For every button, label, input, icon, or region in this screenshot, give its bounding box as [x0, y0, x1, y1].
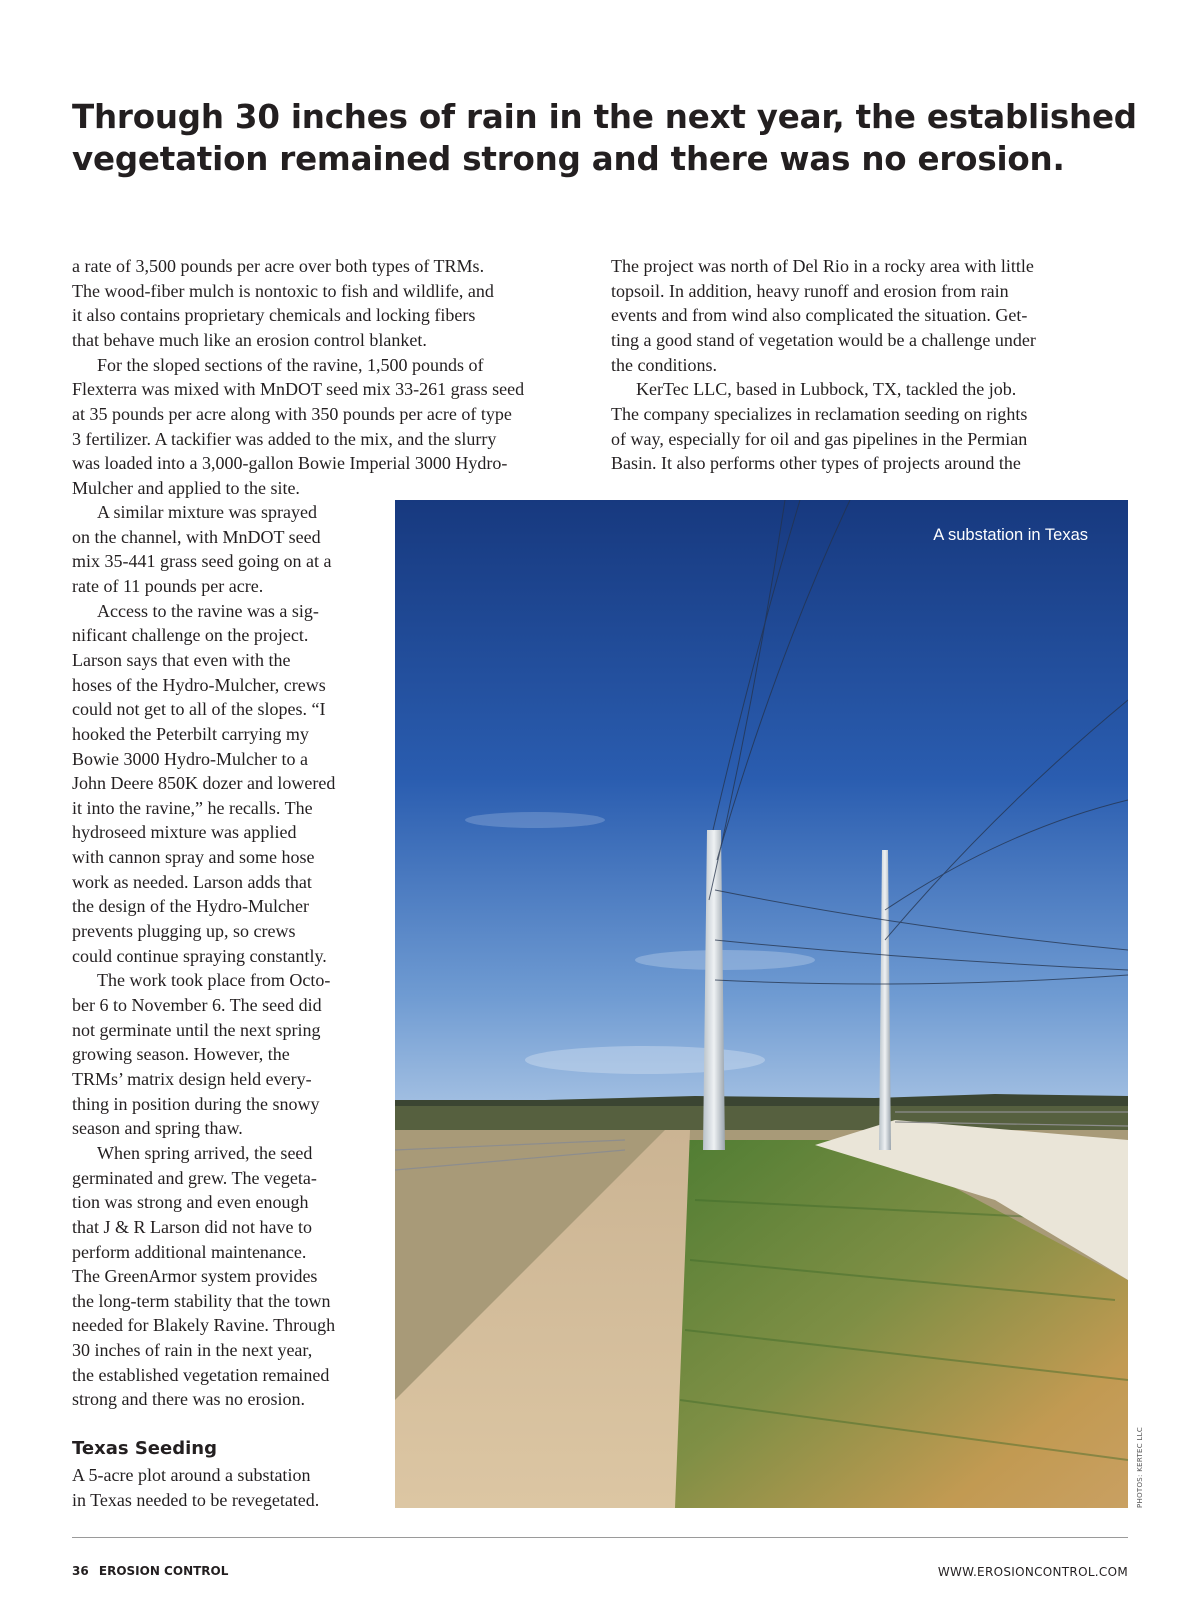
- text-line: not germinate until the next spring: [72, 1019, 321, 1040]
- text-line: mix 35-441 grass seed going on at a: [72, 551, 332, 572]
- footer-rule: [72, 1537, 1128, 1538]
- text-line: the long-term stability that the town: [72, 1290, 331, 1311]
- text-line: strong and there was no erosion.: [72, 1389, 305, 1410]
- text-line: perform additional maintenance.: [72, 1241, 307, 1262]
- text-line: The company specializes in reclamation seeding on rights: [611, 403, 1028, 424]
- text-line: hoses of the Hydro-Mulcher, crews: [72, 674, 326, 695]
- text-line: with cannon spray and some hose: [72, 847, 315, 868]
- text-line: that behave much like an erosion control blanket.: [72, 329, 427, 350]
- text-line: Larson says that even with the: [72, 649, 291, 670]
- text-line: Access to the ravine was a sig-: [97, 600, 319, 621]
- text-line: at 35 pounds per acre along with 350 pounds per acre of type: [72, 403, 512, 424]
- text-line: season and spring thaw.: [72, 1118, 243, 1139]
- substation-photo: [395, 500, 1128, 1508]
- text-line: The GreenArmor system provides: [72, 1266, 318, 1287]
- photo-caption: A substation in Texas: [933, 526, 1088, 544]
- text-line: in Texas needed to be revegetated.: [72, 1489, 320, 1510]
- text-line: growing season. However, the: [72, 1044, 290, 1065]
- text-line: events and from wind also complicated the situation. Get-: [611, 305, 1028, 326]
- publication-name: EROSION CONTROL: [98, 1564, 229, 1578]
- text-line: A 5-acre plot around a substation: [72, 1465, 311, 1485]
- text-line: the design of the Hydro-Mulcher: [72, 896, 309, 917]
- photo-credit: PHOTOS: KERTEC LLC: [1136, 1426, 1144, 1508]
- text-line: hydroseed mixture was applied: [72, 822, 297, 843]
- text-line: Flexterra was mixed with MnDOT seed mix 33-261 grass seed: [72, 379, 525, 400]
- text-line: Bowie 3000 Hydro-Mulcher to a: [72, 748, 308, 769]
- footer-url: WWW.EROSIONCONTROL.COM: [937, 1565, 1128, 1579]
- text-line: ber 6 to November 6. The seed did: [72, 995, 322, 1015]
- text-line: a rate of 3,500 pounds per acre over both types of TRMs.: [72, 256, 485, 276]
- page-number: 36: [72, 1564, 89, 1578]
- photo-illustration: [395, 500, 1128, 1508]
- text-line: The project was north of Del Rio in a rocky area with little: [611, 256, 1034, 276]
- text-line: 3 fertilizer. A tackifier was added to the mix, and the slurry: [72, 428, 497, 449]
- text-line: ting a good stand of vegetation would be a challenge under: [611, 329, 1036, 350]
- text-line: prevents plugging up, so crews: [72, 921, 296, 942]
- text-line: hooked the Peterbilt carrying my: [72, 723, 309, 744]
- text-line: The work took place from Octo-: [97, 970, 331, 991]
- text-line: nificant challenge on the project.: [72, 625, 309, 646]
- pull-quote-line: Through 30 inches of rain in the next year, the established: [72, 98, 1137, 136]
- text-line: the established vegetation remained: [72, 1364, 330, 1385]
- text-line: tion was strong and even enough: [72, 1192, 309, 1213]
- text-line: When spring arrived, the seed: [97, 1142, 313, 1163]
- text-line: it also contains proprietary chemicals and locking fibers: [72, 305, 476, 326]
- text-line: topsoil. In addition, heavy runoff and erosion from rain: [611, 280, 1009, 301]
- footer-left: [72, 1564, 228, 1578]
- text-line: work as needed. Larson adds that: [72, 871, 312, 892]
- text-line: the conditions.: [611, 354, 717, 375]
- text-line: on the channel, with MnDOT seed: [72, 526, 321, 547]
- text-line: germinated and grew. The vegeta-: [72, 1167, 317, 1188]
- text-line: A similar mixture was sprayed: [97, 502, 317, 522]
- text-line: thing in position during the snowy: [72, 1093, 320, 1114]
- text-line: TRMs’ matrix design held every-: [72, 1068, 312, 1089]
- text-line: rate of 11 pounds per acre.: [72, 575, 264, 596]
- text-line: it into the ravine,” he recalls. The: [72, 797, 313, 818]
- text-line: The wood-fiber mulch is nontoxic to fish and wildlife, and: [72, 280, 494, 301]
- text-line: could not get to all of the slopes. “I: [72, 699, 326, 720]
- text-line: could continue spraying constantly.: [72, 945, 327, 966]
- text-line: John Deere 850K dozer and lowered: [72, 773, 336, 794]
- section-heading: Texas Seeding: [72, 1438, 217, 1459]
- text-line: of way, especially for oil and gas pipelines in the Permian: [611, 428, 1028, 449]
- text-line: Basin. It also performs other types of projects around the: [611, 453, 1021, 474]
- text-line: Mulcher and applied to the site.: [72, 477, 300, 498]
- text-line: needed for Blakely Ravine. Through: [72, 1315, 336, 1336]
- text-line: KerTec LLC, based in Lubbock, TX, tackled the job.: [636, 379, 1017, 400]
- text-line: For the sloped sections of the ravine, 1,500 pounds of: [97, 354, 484, 375]
- text-line: was loaded into a 3,000-gallon Bowie Imperial 3000 Hydro-: [72, 453, 508, 474]
- text-line: that J & R Larson did not have to: [72, 1216, 312, 1237]
- text-line: 30 inches of rain in the next year,: [72, 1340, 313, 1361]
- pull-quote: [72, 96, 1137, 180]
- pull-quote-line: vegetation remained strong and there was no erosion.: [72, 140, 1065, 178]
